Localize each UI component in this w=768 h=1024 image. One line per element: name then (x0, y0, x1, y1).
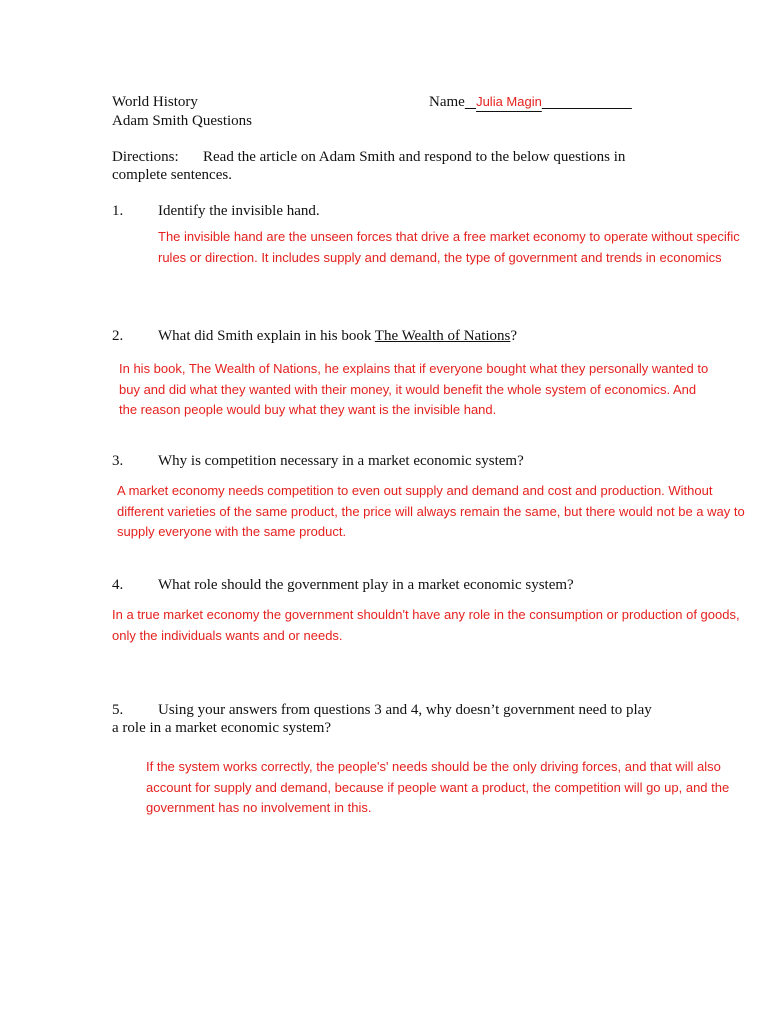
name-value: Julia Magin (476, 94, 542, 109)
question-5-number: 5. (112, 702, 124, 718)
directions-line-2: complete sentences. (112, 167, 232, 183)
question-3-text: Why is competition necessary in a market economic system? (158, 453, 524, 469)
answer-4 (112, 605, 740, 646)
question-4-text: What role should the government play in a market economic system? (158, 577, 574, 593)
directions-label: Directions: (112, 149, 179, 165)
assignment-title: Adam Smith Questions (112, 113, 253, 129)
question-2-text: What did Smith explain in his book The Wealth of Nations? (158, 328, 518, 344)
answer-5 (146, 757, 729, 819)
answer-1-line: The invisible hand are the unseen forces that drive a free market economy to operate without specific (158, 229, 740, 244)
name-label: Name (429, 94, 465, 110)
question-5-text-line-2: a role in a market economic system? (112, 720, 332, 736)
answer-5-line: If the system works correctly, the people's' needs should be the only driving forces, and that will also (146, 759, 721, 774)
question-2-number: 2. (112, 328, 124, 344)
answer-2-line: buy and did what they wanted with their money, it would benefit the whole system of economics. And (119, 381, 697, 397)
question-5-text-line-1: Using your answers from questions 3 and 4, why doesn’t government need to play (158, 702, 652, 718)
question-4-number: 4. (112, 577, 124, 593)
directions-line-1: Read the article on Adam Smith and respond to the below questions in (203, 149, 626, 165)
answer-4-line: only the individuals wants and or needs. (112, 627, 343, 643)
answer-1 (158, 227, 740, 268)
course-title: World History (112, 94, 198, 110)
question-1-text: Identify the invisible hand. (158, 203, 320, 219)
name-field (429, 93, 632, 111)
answer-3 (117, 481, 745, 543)
answer-5-line: government has no involvement in this. (146, 800, 372, 815)
answer-2 (119, 359, 708, 421)
answer-2-line: In his book, The Wealth of Nations, he explains that if everyone bought what they personally wanted to (119, 361, 709, 376)
answer-5-line: account for supply and demand, because if people want a product, the competition will go up, and the (146, 779, 730, 795)
answer-2-line: the reason people would buy what they want is the invisible hand. (119, 402, 497, 417)
answer-4-line: In a true market economy the government shouldn't have any role in the consumption or production of goods, (112, 607, 740, 622)
answer-3-line: different varieties of the same product, the price will always remain the same, but there would not be a way to (117, 503, 745, 519)
answer-3-line: supply everyone with the same product. (117, 524, 347, 539)
answer-1-line: rules or direction. It includes supply and demand, the type of government and trends in economics (158, 249, 722, 265)
book-title: The Wealth of Nations (374, 328, 511, 344)
question-3-number: 3. (112, 453, 124, 469)
question-1-number: 1. (112, 203, 124, 219)
answer-3-line: A market economy needs competition to even out supply and demand and cost and production. Without (117, 483, 713, 498)
